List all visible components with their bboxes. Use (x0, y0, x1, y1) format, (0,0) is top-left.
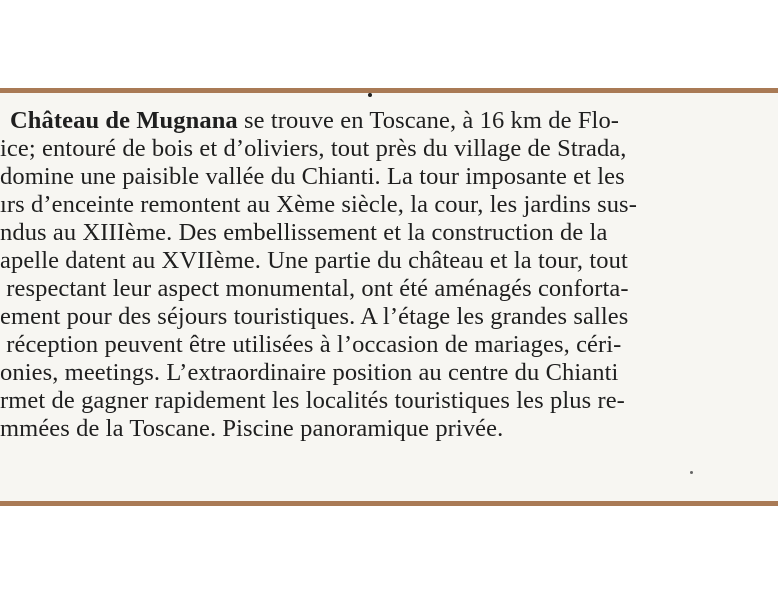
newspaper-clipping (0, 88, 778, 506)
article-line-7: respectant leur aspect monumental, ont été aménagés conforta- (0, 275, 629, 302)
article-line-9: réception peuvent être utilisées à l’occasion de mariages, céri- (0, 331, 622, 358)
article-line-1 (10, 107, 619, 135)
article-line-10: onies, meetings. L’extraordinaire position au centre du Chianti (0, 359, 619, 386)
article-line-6: apelle datent au XVIIème. Une partie du château et la tour, tout (0, 247, 628, 274)
ink-dot (368, 93, 372, 97)
article-line-4: ırs d’enceinte remontent au Xème siècle, la cour, les jardins sus- (0, 191, 637, 218)
article-line-5: ndus au XIIIème. Des embellissement et la construction de la (0, 219, 608, 246)
ink-speck (690, 471, 693, 474)
article-line-3: domine une paisible vallée du Chianti. La tour imposante et les (0, 163, 625, 190)
article-line-12: mmées de la Toscane. Piscine panoramique privée. (0, 415, 504, 442)
article-title: Château de Mugnana (10, 107, 238, 134)
article-line-8: ement pour des séjours touristiques. A l’étage les grandes salles (0, 303, 629, 330)
article-line-1-text: se trouve en Toscane, à 16 km de Flo- (237, 107, 620, 134)
article-line-2: ice; entouré de bois et d’oliviers, tout près du village de Strada, (0, 135, 627, 162)
article-line-11: rmet de gagner rapidement les localités touristiques les plus re- (0, 387, 625, 414)
